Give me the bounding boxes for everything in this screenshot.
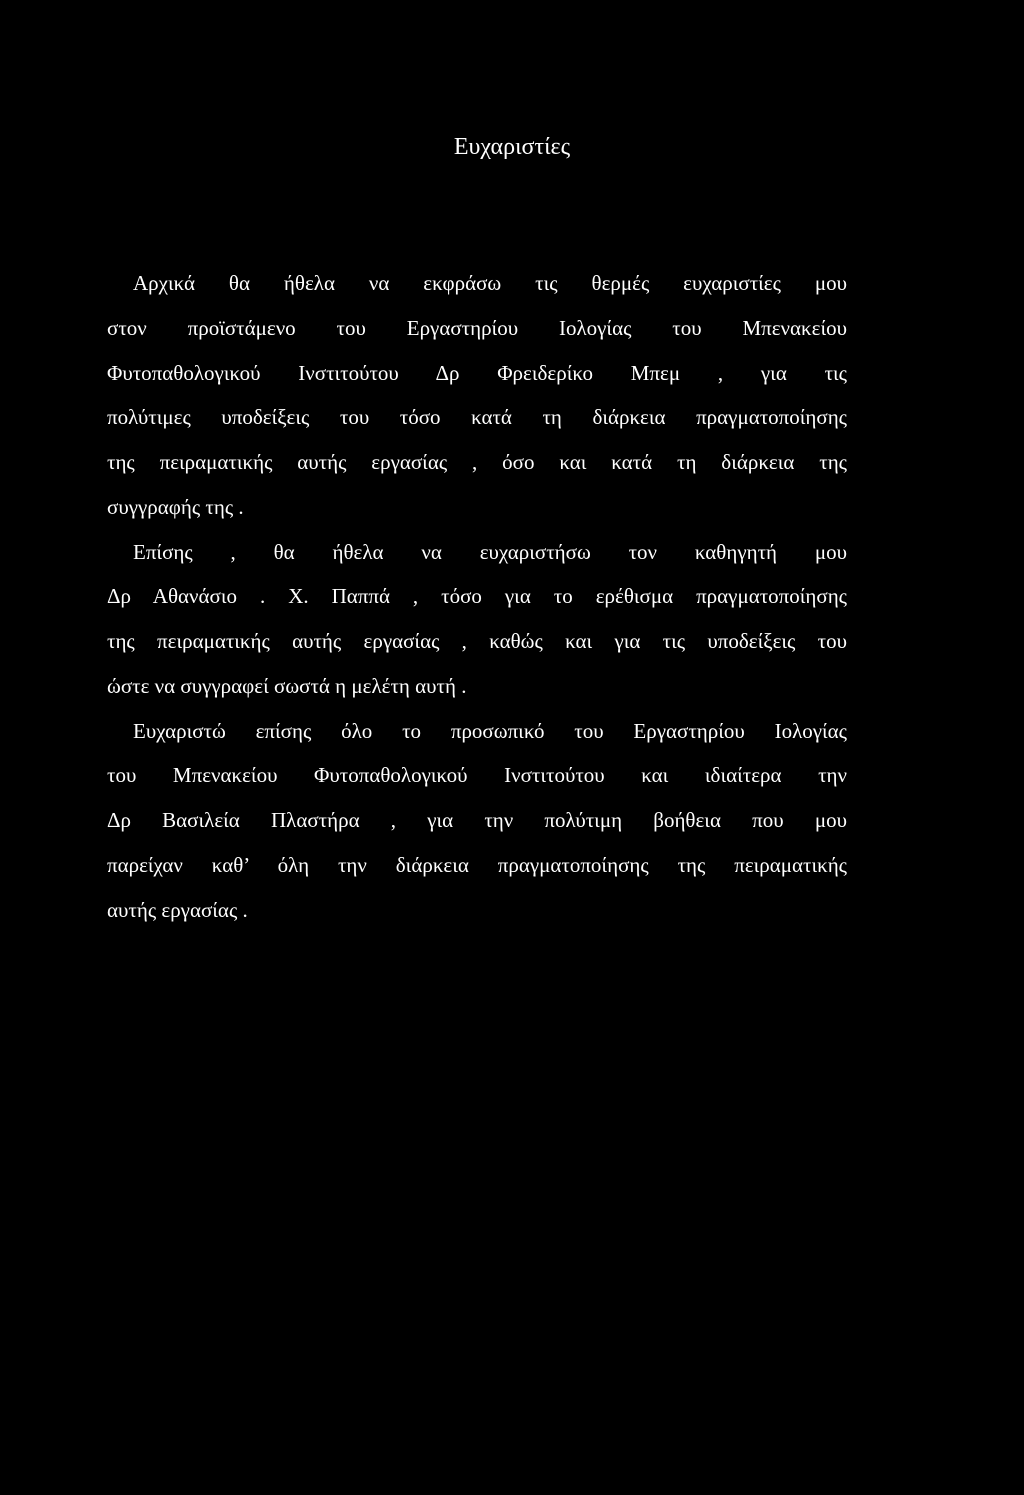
text-line: παρείχαν καθ’ όλη την διάρκεια πραγματοποίησης της πειραματικής — [107, 852, 847, 877]
text-line: στον προϊστάμενο του Εργαστηρίου Ιολογίας του Μπενακείου — [107, 315, 847, 340]
text-line: Ευχαριστώ επίσης όλο το προσωπικό του Εργαστηρίου Ιολογίας — [133, 718, 847, 743]
text-line: του Μπενακείου Φυτοπαθολογικού Ινστιτούτου και ιδιαίτερα την — [107, 763, 847, 788]
text-line: πολύτιμες υποδείξεις του τόσο κατά τη διάρκεια πραγματοποίησης — [107, 405, 847, 430]
page-title: Ευχαριστίες — [453, 134, 571, 160]
text-line: συγγραφής της . — [107, 494, 244, 519]
text-line: Δρ Αθανάσιο . Χ. Παππά , τόσο για το ερέθισμα πραγματοποίησης — [107, 584, 847, 609]
text-line: της πειραματικής αυτής εργασίας , καθώς και για τις υποδείξεις του — [107, 629, 847, 653]
text-line: Δρ Βασιλεία Πλαστήρα , για την πολύτιμη βοήθεια που μου — [107, 808, 847, 832]
acknowledgements-text — [107, 265, 847, 936]
text-line: ώστε να συγγραφεί σωστά η μελέτη αυτή . — [107, 673, 467, 698]
text-line: Αρχικά θα ήθελα να εκφράσω τις θερμές ευχαριστίες μου — [133, 271, 847, 295]
text-line: Φυτοπαθολογικού Ινστιτούτου Δρ Φρειδερίκο Μπεμ , για τις — [107, 360, 847, 385]
text-line: αυτής εργασίας . — [107, 897, 248, 922]
text-line: Επίσης , θα ήθελα να ευχαριστήσω τον καθηγητή μου — [133, 539, 847, 564]
text-line: της πειραματικής αυτής εργασίας , όσο και κατά τη διάρκεια της — [107, 450, 847, 474]
